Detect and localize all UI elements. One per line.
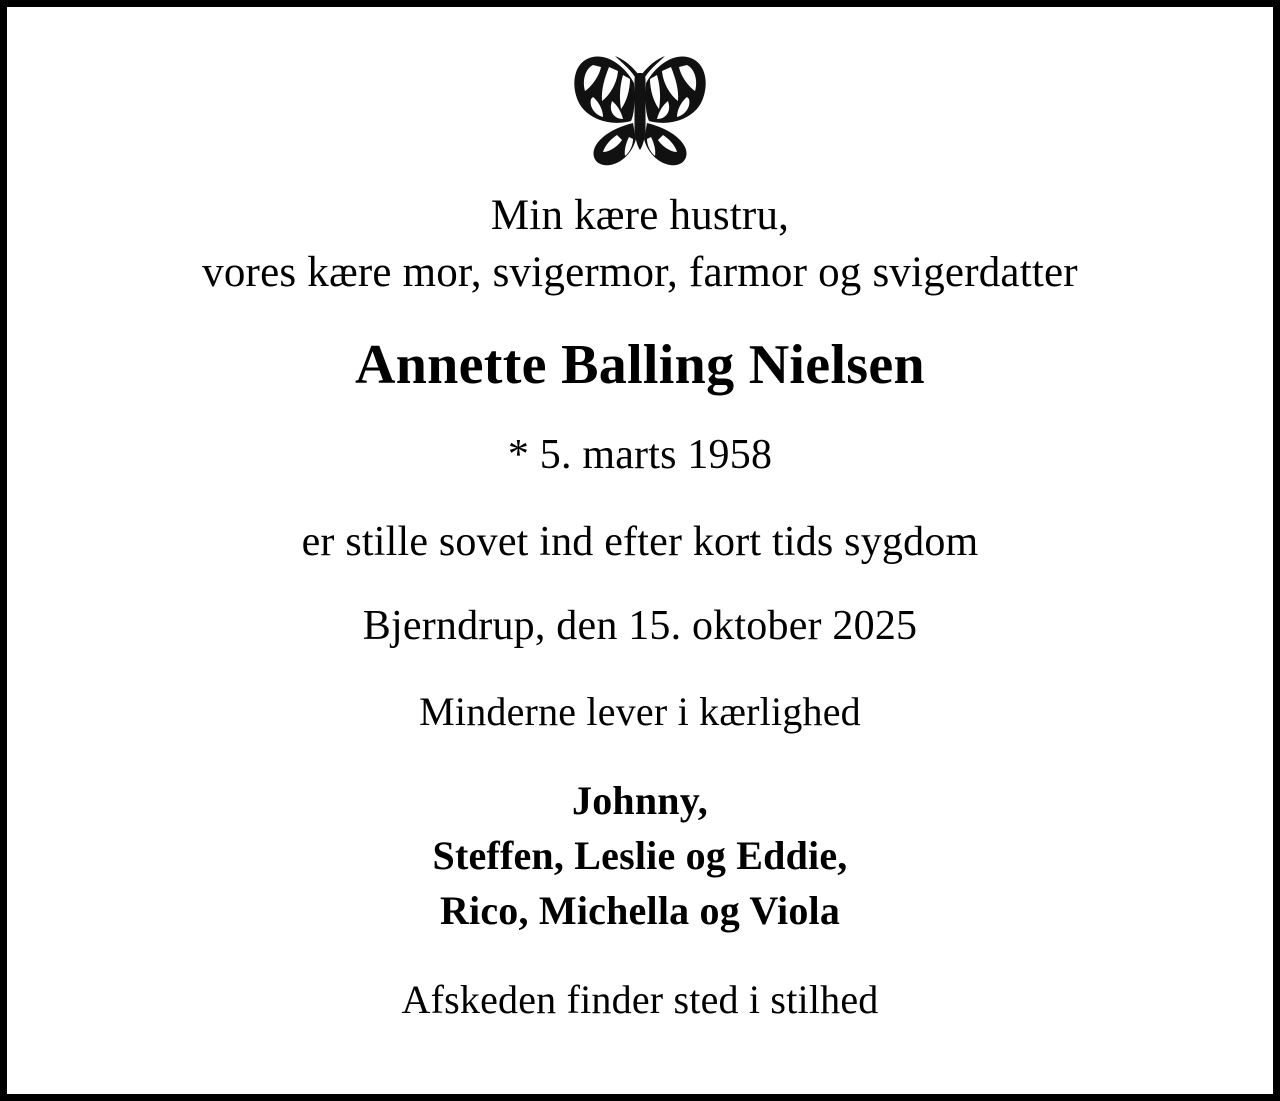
survivor-line: Johnny,	[572, 778, 708, 824]
deceased-name: Annette Balling Nielsen	[354, 333, 926, 396]
butterfly-icon	[565, 53, 715, 171]
survivor-line: Steffen, Leslie og Eddie,	[432, 833, 848, 879]
memory-statement: Minderne lever i kærlighed	[419, 689, 861, 735]
intro-text	[202, 191, 1078, 299]
place-and-date: Bjerndrup, den 15. oktober 2025	[362, 603, 918, 650]
survivor-line: Rico, Michella og Viola	[439, 887, 841, 933]
passing-statement: er stille sovet ind efter kort tids sygdom	[301, 519, 979, 566]
intro-line-2: vores kære mor, svigermor, farmor og svigerdatter	[202, 249, 1078, 297]
intro-line-1: Min kære hustru,	[490, 192, 790, 239]
birth-date: * 5. marts 1958	[507, 432, 773, 479]
survivors-list	[433, 778, 848, 934]
farewell-statement: Afskeden finder sted i stilhed	[401, 976, 879, 1022]
